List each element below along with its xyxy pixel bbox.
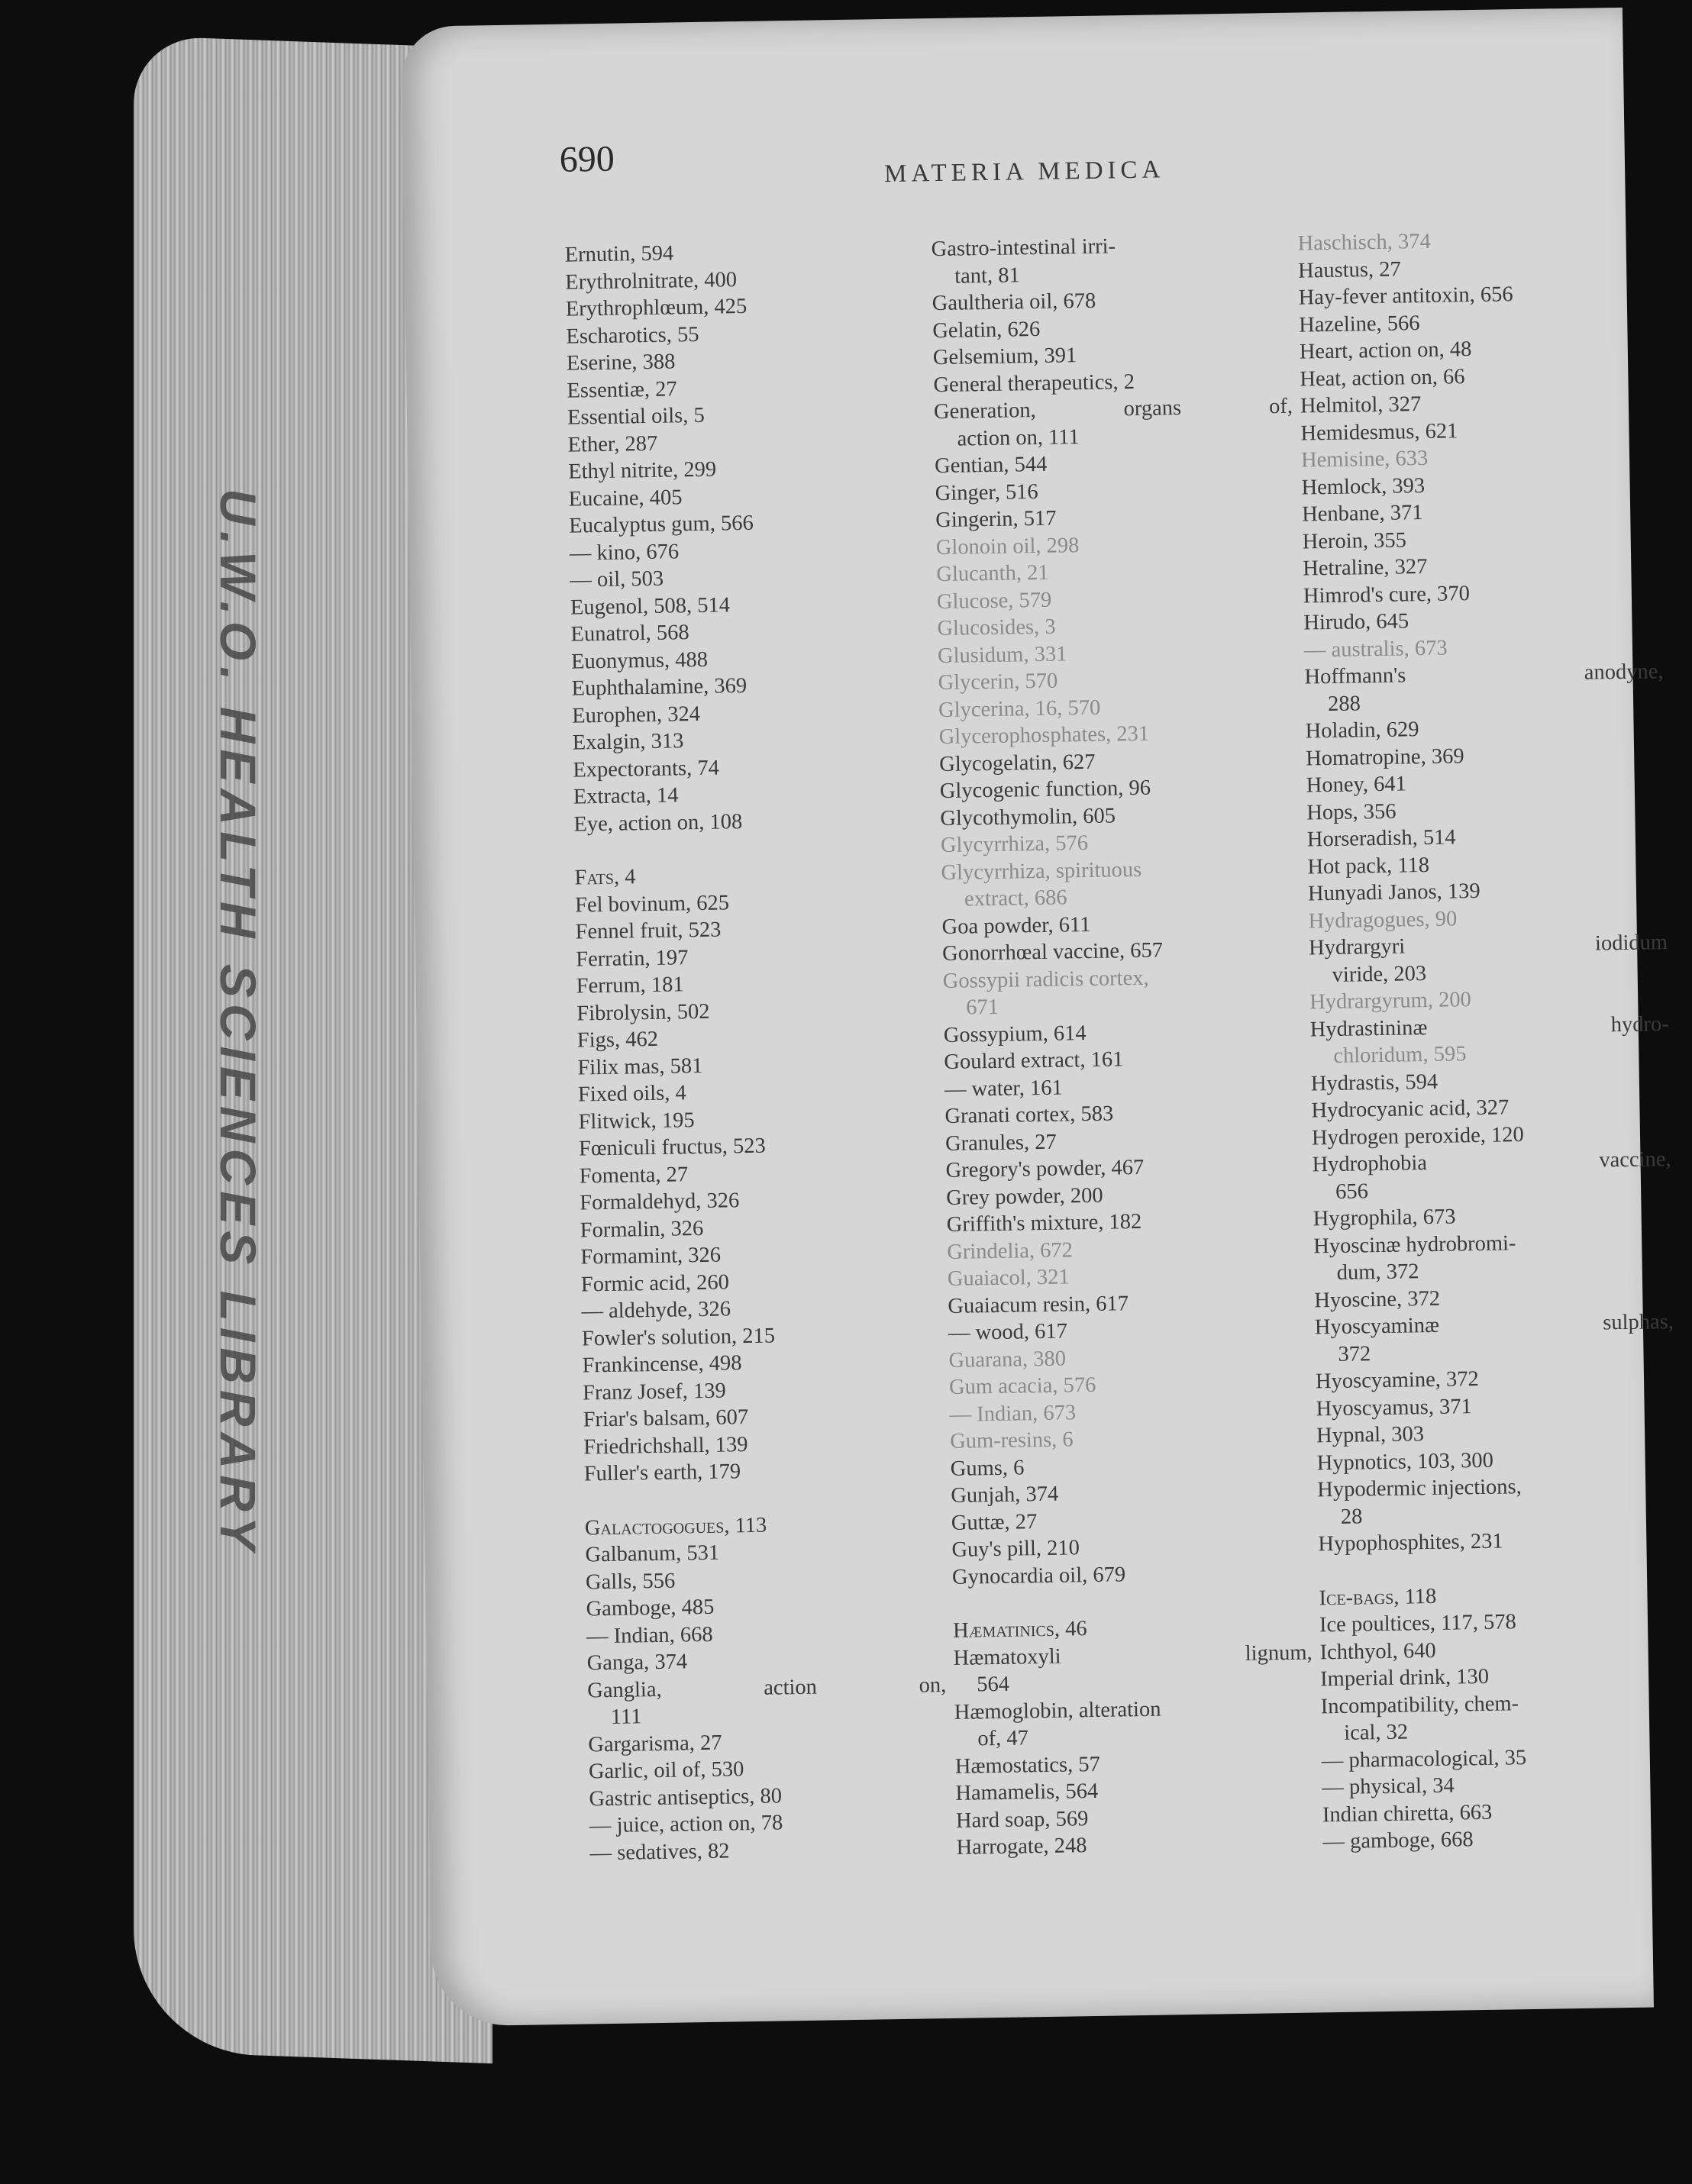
index-entry: Gastric antiseptics, 80	[589, 1783, 783, 1811]
index-entry: Haschisch, 374	[1297, 229, 1431, 256]
index-entry: — australis, 673	[1303, 636, 1448, 663]
index-entry: Euphthalamine, 369	[571, 673, 748, 701]
index-entry: Homatropine, 369	[1305, 744, 1464, 770]
index-entry: Gum-resins, 6	[949, 1428, 1074, 1453]
index-entry: General therapeutics, 2	[933, 369, 1135, 397]
index-entry: Gingerin, 517	[935, 506, 1057, 533]
index-entry: — juice, action on, 78	[589, 1811, 783, 1838]
index-entry: Hops, 356	[1306, 799, 1397, 824]
index-entry: viride, 203	[1332, 961, 1427, 987]
index-entry: Hunyadi Janos, 139	[1307, 879, 1480, 906]
index-entry: Hydrophobia vaccine,	[1312, 1147, 1671, 1177]
index-entry: Fennel fruit, 523	[575, 918, 722, 944]
index-entry: Extracta, 14	[573, 783, 679, 809]
index-entry: Hypnotics, 103, 300	[1316, 1448, 1494, 1475]
index-entry: Hirudo, 645	[1303, 609, 1409, 635]
index-entry: Gaultheria oil, 678	[932, 289, 1096, 316]
index-entry: Granules, 27	[944, 1130, 1057, 1156]
index-entry: Gynocardia oil, 679	[951, 1562, 1126, 1589]
index-entry: Formaldehyd, 326	[579, 1189, 740, 1215]
index-entry: Fœniculi fructus, 523	[578, 1134, 766, 1161]
index-entry: Hæmatinics, 46	[952, 1617, 1087, 1643]
index-entry: Ether, 287	[567, 431, 658, 457]
index-entry: Galactogogues, 113	[584, 1513, 767, 1540]
index-entry: extract, 686	[964, 886, 1067, 911]
index-entry: — sedatives, 82	[589, 1839, 730, 1865]
index-entry: Eye, action on, 108	[573, 809, 743, 837]
index-entry: Europhen, 324	[571, 702, 701, 728]
index-entry: Escharotics, 55	[566, 322, 699, 349]
index-entry: Hyoscine, 372	[1314, 1286, 1441, 1312]
index-entry: Ganga, 374	[586, 1650, 688, 1676]
index-entry: dum, 372	[1336, 1260, 1419, 1285]
index-entry: Heroin, 355	[1302, 527, 1407, 554]
page-number: 690	[559, 138, 615, 180]
index-entry: — pharmacological, 35	[1321, 1745, 1527, 1773]
index-entry: Grey powder, 200	[945, 1183, 1103, 1210]
index-entry: Formamint, 326	[580, 1243, 722, 1269]
index-entry: Exalgin, 313	[572, 729, 684, 755]
index-entry: Gossypii radicis cortex,	[942, 966, 1149, 993]
index-entry: Grindelia, 672	[947, 1237, 1074, 1264]
index-entry: Guaiacol, 321	[947, 1265, 1070, 1291]
index-entry: — Indian, 668	[586, 1622, 713, 1648]
index-entry: Hydragogues, 90	[1308, 906, 1458, 933]
book-page	[401, 8, 1674, 2027]
running-head: MATERIA MEDICA	[883, 156, 1165, 189]
index-entry: Hydrastininæ hydro-	[1309, 1011, 1669, 1041]
index-entry: Generation, organs of,	[933, 394, 1293, 424]
index-entry: Eugenol, 508, 514	[570, 592, 731, 620]
index-entry: Hemisine, 633	[1300, 446, 1429, 473]
index-entry: Glycerina, 16, 570	[938, 695, 1101, 722]
index-entry: 372	[1338, 1341, 1371, 1366]
index-entry: Glycyrrhiza, spirituous	[941, 857, 1142, 885]
index-entry: Heart, action on, 48	[1299, 337, 1472, 364]
index-entry: Erythrolnitrate, 400	[565, 267, 738, 295]
index-entry: Formalin, 326	[580, 1216, 704, 1243]
index-entry: Hydrogen peroxide, 120	[1311, 1122, 1525, 1150]
index-entry: Guarana, 380	[948, 1347, 1067, 1373]
index-entry: 564	[976, 1672, 1010, 1697]
index-entry: Hydrastis, 594	[1310, 1069, 1439, 1095]
index-entry: Eucaine, 405	[568, 485, 683, 511]
index-entry: Imperial drink, 130	[1319, 1664, 1490, 1692]
index-entry: Glusidum, 331	[937, 641, 1067, 668]
index-entry: Heat, action on, 66	[1300, 364, 1465, 392]
index-entry: Goa powder, 611	[941, 912, 1091, 939]
index-entry: 28	[1340, 1504, 1363, 1529]
index-entry: Hydrocyanic acid, 327	[1311, 1095, 1510, 1123]
index-entry: Horseradish, 514	[1306, 825, 1456, 852]
index-entry: Ice-bags, 118	[1319, 1584, 1437, 1610]
index-entry: Ice poultices, 117, 578	[1319, 1610, 1517, 1637]
index-entry: Essentiæ, 27	[567, 376, 677, 403]
index-entry: Hyoscyaminæ sulphas,	[1314, 1310, 1674, 1340]
index-entry: Hot pack, 118	[1307, 853, 1430, 879]
index-entry: 671	[966, 995, 999, 1020]
index-entry: Gunjah, 374	[951, 1482, 1059, 1508]
index-entry: Gentian, 544	[934, 452, 1048, 479]
index-entry: Glycerophosphates, 231	[938, 721, 1150, 750]
index-entry: Hæmatoxyli lignum,	[953, 1640, 1313, 1670]
index-entry: 288	[1327, 691, 1361, 716]
index-entry: Flitwick, 195	[578, 1108, 695, 1134]
index-entry: Glycothymolin, 605	[940, 803, 1116, 831]
index-entry: Hydrargyrum, 200	[1309, 988, 1472, 1015]
index-entry: Hypodermic injections,	[1317, 1475, 1522, 1502]
index-entry: Fowler's solution, 215	[581, 1324, 776, 1350]
index-entry: of, 47	[977, 1726, 1029, 1751]
index-entry: Frankincense, 498	[582, 1351, 742, 1378]
index-entry: Hypophosphites, 231	[1318, 1529, 1503, 1557]
index-entry: Hetraline, 327	[1303, 554, 1428, 581]
index-entry: Incompatibility, chem-	[1320, 1691, 1519, 1718]
index-entry: Fats, 4	[574, 865, 636, 890]
index-entry: Hæmoglobin, alteration	[954, 1697, 1161, 1724]
index-entry: — aldehyde, 326	[581, 1297, 731, 1324]
index-entry: Glucanth, 21	[936, 560, 1049, 587]
index-entry: — Indian, 673	[949, 1400, 1077, 1427]
index-entry: Eserine, 388	[566, 350, 676, 376]
index-entry: Guy's pill, 210	[951, 1536, 1080, 1562]
index-entry: Glycerin, 570	[938, 669, 1058, 695]
index-entry: Friedrichshall, 139	[583, 1432, 748, 1459]
index-entry: Fixed oils, 4	[577, 1081, 686, 1107]
index-entry: Fibrolysin, 502	[576, 999, 710, 1026]
index-entry: Glycyrrhiza, 576	[940, 831, 1089, 858]
index-entry: Glonoin oil, 298	[935, 533, 1080, 560]
index-entry: Henbane, 371	[1301, 501, 1423, 527]
index-entry: — oil, 503	[570, 566, 664, 592]
index-entry: Hay-fever antitoxin, 656	[1298, 282, 1513, 310]
index-entry: Garlic, oil of, 530	[588, 1757, 744, 1784]
index-entry: Honey, 641	[1306, 772, 1407, 798]
index-entry: Formic acid, 260	[580, 1269, 730, 1296]
index-entry: Galbanum, 531	[585, 1540, 720, 1567]
index-entry: — wood, 617	[948, 1319, 1068, 1345]
index-entry: Gelsemium, 391	[932, 344, 1077, 370]
index-entry: Hypnal, 303	[1316, 1422, 1425, 1448]
index-entry: Hemidesmus, 621	[1300, 418, 1458, 446]
index-entry: — physical, 34	[1322, 1773, 1455, 1800]
index-column-2	[915, 231, 1322, 1862]
index-entry: — kino, 676	[569, 539, 680, 566]
index-entry: Gamboge, 485	[586, 1595, 715, 1621]
index-entry: Erythrophlœum, 425	[565, 294, 748, 321]
index-entry: Figs, 462	[576, 1027, 659, 1053]
index-entry: Filix mas, 581	[577, 1053, 703, 1080]
index-entry: chloridum, 595	[1333, 1042, 1467, 1068]
index-entry: Ginger, 516	[935, 479, 1038, 505]
index-entry: Ferrum, 181	[576, 973, 684, 998]
index-entry: Fomenta, 27	[579, 1162, 689, 1189]
index-entry: Gonorrhœal vaccine, 657	[941, 938, 1164, 966]
index-entry: Friar's balsam, 607	[583, 1405, 749, 1432]
index-entry: Fuller's earth, 179	[583, 1460, 741, 1486]
index-entry: Essential oils, 5	[567, 403, 705, 430]
index-entry: Hyoscinæ hydrobromi-	[1313, 1231, 1516, 1258]
index-entry: Goulard extract, 161	[944, 1047, 1124, 1074]
index-entry: Gastro-intestinal irri-	[931, 234, 1116, 262]
index-entry: Eunatrol, 568	[570, 621, 689, 647]
index-entry: Holadin, 629	[1305, 718, 1419, 744]
index-entry: Gargarisma, 27	[588, 1731, 722, 1757]
index-entry: ical, 32	[1344, 1720, 1409, 1745]
index-entry: Hemlock, 393	[1301, 473, 1426, 500]
index-entry: — gamboge, 668	[1322, 1828, 1474, 1854]
index-entry: Gelatin, 626	[932, 317, 1041, 343]
index-entry: Guaiacum resin, 617	[948, 1291, 1129, 1318]
index-entry: Hazeline, 566	[1299, 311, 1420, 337]
index-entry: Gregory's powder, 467	[945, 1155, 1145, 1182]
index-entry: Hoffmann's anodyne,	[1304, 660, 1664, 689]
index-column-3	[1282, 224, 1689, 1856]
library-stamp: U.W.O. HEALTH SCIENCES LIBRARY	[210, 489, 266, 1557]
index-entry: Granati cortex, 583	[944, 1102, 1114, 1128]
index-entry: Himrod's cure, 370	[1303, 581, 1471, 608]
index-column-1	[549, 236, 956, 1867]
index-entry: Hydrargyri iodidum	[1308, 931, 1668, 960]
index-entry: Hæmostatics, 57	[954, 1752, 1101, 1779]
index-entry: Hyoscyamus, 371	[1316, 1394, 1473, 1421]
index-entry: Hygrophila, 673	[1313, 1205, 1456, 1231]
index-entry: Glucose, 579	[936, 588, 1052, 614]
index-entry: Hyoscyamine, 372	[1315, 1367, 1479, 1394]
index-entry: Ichthyol, 640	[1319, 1638, 1436, 1664]
index-entry: Glycogenic function, 96	[939, 776, 1151, 804]
index-entry: Ganglia, action on,	[587, 1673, 947, 1702]
index-entry: Fel bovinum, 625	[574, 890, 730, 918]
index-entry: Glucosides, 3	[937, 615, 1056, 641]
index-entry: Glycogelatin, 627	[939, 750, 1096, 776]
index-entry: Gums, 6	[950, 1455, 1025, 1481]
index-entry: Harrogate, 248	[956, 1834, 1087, 1860]
index-entry: 656	[1335, 1179, 1369, 1204]
index-entry: 111	[610, 1705, 642, 1729]
index-entry: tant, 81	[954, 263, 1020, 289]
index-entry: Ferratin, 197	[575, 945, 689, 972]
index-entry: Galls, 556	[585, 1569, 676, 1594]
index-entry: action on, 111	[957, 424, 1080, 451]
index-entry: Helmitol, 327	[1300, 392, 1422, 418]
index-entry: Gossypium, 614	[943, 1021, 1087, 1047]
index-entry: Ethyl nitrite, 299	[567, 457, 717, 484]
index-entry: Franz Josef, 139	[582, 1379, 726, 1405]
index-entry: Griffith's mixture, 182	[946, 1209, 1142, 1237]
index-entry: Guttæ, 27	[951, 1509, 1038, 1535]
index-entry: — water, 161	[944, 1076, 1063, 1102]
index-entry: Hamamelis, 564	[955, 1779, 1099, 1805]
index-entry: Euonymus, 488	[570, 647, 709, 674]
index-entry: Haustus, 27	[1297, 256, 1401, 283]
index-entry: Expectorants, 74	[573, 756, 720, 782]
index-entry: Indian chiretta, 663	[1322, 1800, 1493, 1827]
index-entry: Gum acacia, 576	[948, 1373, 1096, 1399]
index-entry: Eucalyptus gum, 566	[569, 511, 754, 538]
index-entry: Hard soap, 569	[955, 1806, 1089, 1833]
index-entry: Ernutin, 594	[564, 241, 674, 267]
